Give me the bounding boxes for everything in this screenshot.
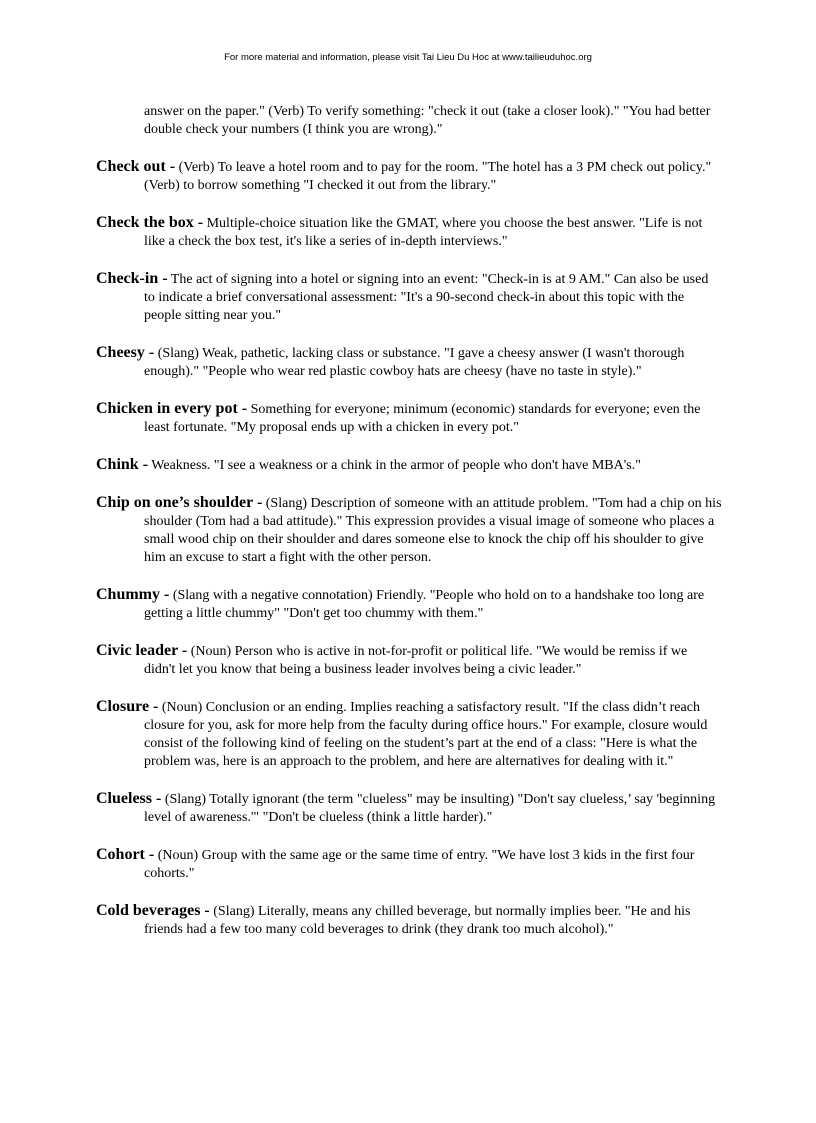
glossary-entry [96, 400, 722, 437]
glossary-entry [96, 586, 722, 623]
glossary-entry [96, 344, 722, 381]
glossary-entry [96, 158, 722, 195]
entry-definition: Weakness. "I see a weakness or a chink in the armor of people who don't have MBA's." [148, 458, 641, 473]
entry-definition: (Verb) To leave a hotel room and to pay for the room. "The hotel has a 3 PM check out policy." (Verb) to borrow something "I checked it out from the library." [144, 160, 712, 193]
glossary-content [96, 103, 722, 958]
glossary-entry [96, 902, 722, 939]
entry-definition: Multiple-choice situation like the GMAT, where you choose the best answer. "Life is not like a check the box test, it's like a series of in-depth interviews." [144, 216, 703, 249]
entry-term: Cheesy - [96, 344, 155, 361]
entry-term: Chink - [96, 456, 149, 473]
entry-term: Check the box - [96, 214, 204, 231]
entry-term: Check-in - [96, 270, 168, 287]
entry-term: Closure - [96, 698, 159, 715]
entry-definition: (Noun) Person who is active in not-for-profit or political life. "We would be remiss if we didn't let you know that being a business leader involves being a civic leader." [144, 644, 688, 677]
continued-definition: answer on the paper." (Verb) To verify something: "check it out (take a closer look)." "You had better double check your numbers (I think you are wrong)." [144, 104, 711, 137]
entry-term: Chummy - [96, 586, 170, 603]
entry-definition: Something for everyone; minimum (economic) standards for everyone; even the least fortunate. "My proposal ends up with a chicken in every pot." [144, 402, 701, 435]
entry-definition: (Slang with a negative connotation) Friendly. "People who hold on to a handshake too long are getting a little chummy" "Don't get too chummy with them." [144, 588, 705, 621]
entry-definition: (Noun) Conclusion or an ending. Implies reaching a satisfactory result. "If the class didn’t reach closure for you, ask for more help from the faculty during office hours." For example, closure would consist of the following kind of feeling on the student’s part at the end of a class: "Here is what the problem was, here is an approach to the problem, and here are alternatives for dealing with it." [144, 700, 708, 769]
glossary-entry [96, 456, 722, 475]
glossary-entry [96, 790, 722, 827]
glossary-entry [96, 494, 722, 567]
entry-definition: (Slang) Weak, pathetic, lacking class or substance. "I gave a cheesy answer (I wasn't thorough enough)." "People who wear red plastic cowboy hats are cheesy (have no taste in style)." [144, 346, 685, 379]
entry-definition: (Noun) Group with the same age or the same time of entry. "We have lost 3 kids in the first four cohorts." [144, 848, 695, 881]
glossary-entry [96, 698, 722, 771]
entry-term: Chip on one’s shoulder - [96, 494, 263, 511]
entry-definition: (Slang) Description of someone with an attitude problem. "Tom had a chip on his shoulder (Tom had a bad attitude)." This expression provides a visual image of someone who places a small wood chip on their shoulder and dares someone else to knock the chip off his shoulder to give him an excuse to start a fight with the other person. [144, 496, 722, 565]
entry-definition: (Slang) Literally, means any chilled beverage, but normally implies beer. "He and his friends had a few too many cold beverages to drink (they drank too much alcohol)." [144, 904, 691, 937]
entry-definition: The act of signing into a hotel or signing into an event: "Check-in is at 9 AM." Can also be used to indicate a brief conversational assessment: "It's a 90-second check-in about this topic with the people sitting near you." [144, 272, 709, 323]
glossary-entry [96, 270, 722, 325]
entry-definition: (Slang) Totally ignorant (the term "clueless" may be insulting) "Don't say clueless,’ say 'beginning level of awareness.'" "Don't be clueless (think a little harder)." [144, 792, 716, 825]
entry-term: Check out - [96, 158, 176, 175]
page-header: For more material and information, please visit Tai Lieu Du Hoc at www.tailieuduhoc.org [224, 52, 592, 63]
entry-term: Clueless - [96, 790, 162, 807]
entry-term: Chicken in every pot - [96, 400, 248, 417]
glossary-entry [96, 214, 722, 251]
glossary-entry [96, 846, 722, 883]
glossary-entry [96, 642, 722, 679]
entry-term: Cold beverages - [96, 902, 210, 919]
entry-term: Cohort - [96, 846, 155, 863]
entry-term: Civic leader - [96, 642, 188, 659]
